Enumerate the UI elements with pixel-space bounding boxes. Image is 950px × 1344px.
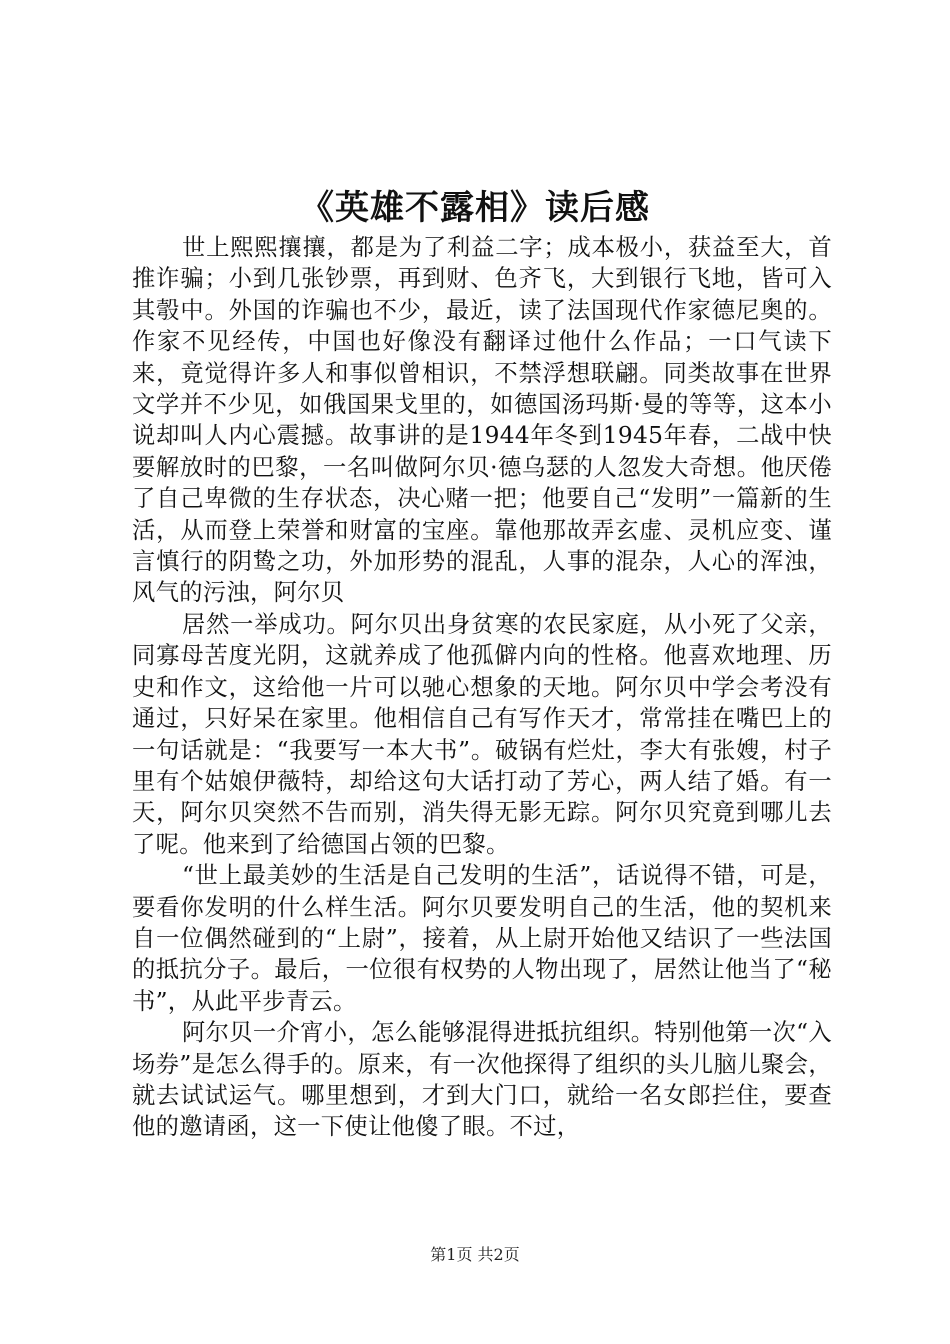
paragraph: 阿尔贝一介宵小，怎么能够混得进抵抗组织。特别他第一次“入场券”是怎么得手的。原来，有一次他探得了组织的头儿脑儿聚会，就去试试运气。哪里想到，才到大门口，就给一名女郎拦住，要查他的邀请函，这一下使让他傻了眼。不过， (132, 1019, 832, 1141)
document-body (132, 232, 832, 1143)
paragraph: 居然一举成功。阿尔贝出身贫寒的农民家庭，从小死了父亲，同寡母苦度光阴，这就养成了他孤僻内向的性格。他喜欢地理、历史和作文，这给他一片可以驰心想象的天地。阿尔贝中学会考没有通过，只好呆在家里。他相信自己有写作天才，常常挂在嘴巴上的一句话就是：“我要写一本大书”。破锅有烂灶，李大有张嫂，村子里有个姑娘伊薇特，却给这句大话打动了芳心，两人结了婚。有一天，阿尔贝突然不告而别，消失得无影无踪。阿尔贝究竟到哪儿去了呢。他来到了给德国占领的巴黎。 (132, 610, 832, 858)
page-footer: 第1页 共2页 (430, 1245, 520, 1264)
paragraph: “世上最美妙的生活是自己发明的生活”，话说得不错，可是，要看你发明的什么样生活。阿尔贝要发明自己的生活，他的契机来自一位偶然碰到的“上尉”，接着，从上尉开始他又结识了一些法国的抵抗分子。最后，一位很有权势的人物出现了，居然让他当了“秘书”，从此平步青云。 (132, 862, 832, 1015)
document-title: 《英雄不露相》读后感 (300, 188, 650, 228)
paragraph: 世上熙熙攘攘，都是为了利益二字；成本极小，获益至大，首推诈骗；小到几张钞票，再到财、色齐飞，大到银行飞地，皆可入其彀中。外国的诈骗也不少，最近，读了法国现代作家德尼奥的。作家不见经传，中国也好像没有翻译过他什么作品；一口气读下来，竟觉得许多人和事似曾相识，不禁浮想联翩。同类故事在世界文学并不少见，如俄国果戈里的，如德国汤玛斯·曼的等等，这本小说却叫人内心震撼。故事讲的是1944年冬到1945年春，二战中快要解放时的巴黎，一名叫做阿尔贝·德乌瑟的人忽发大奇想。他厌倦了自己卑微的生存状态，决心赌一把；他要自己“发明”一篇新的生活，从而登上荣誉和财富的宝座。靠他那故弄玄虚、灵机应变、谨言慎行的阴鸷之功，外加形势的混乱，人事的混杂，人心的浑浊，风气的污浊，阿尔贝 (132, 234, 832, 607)
